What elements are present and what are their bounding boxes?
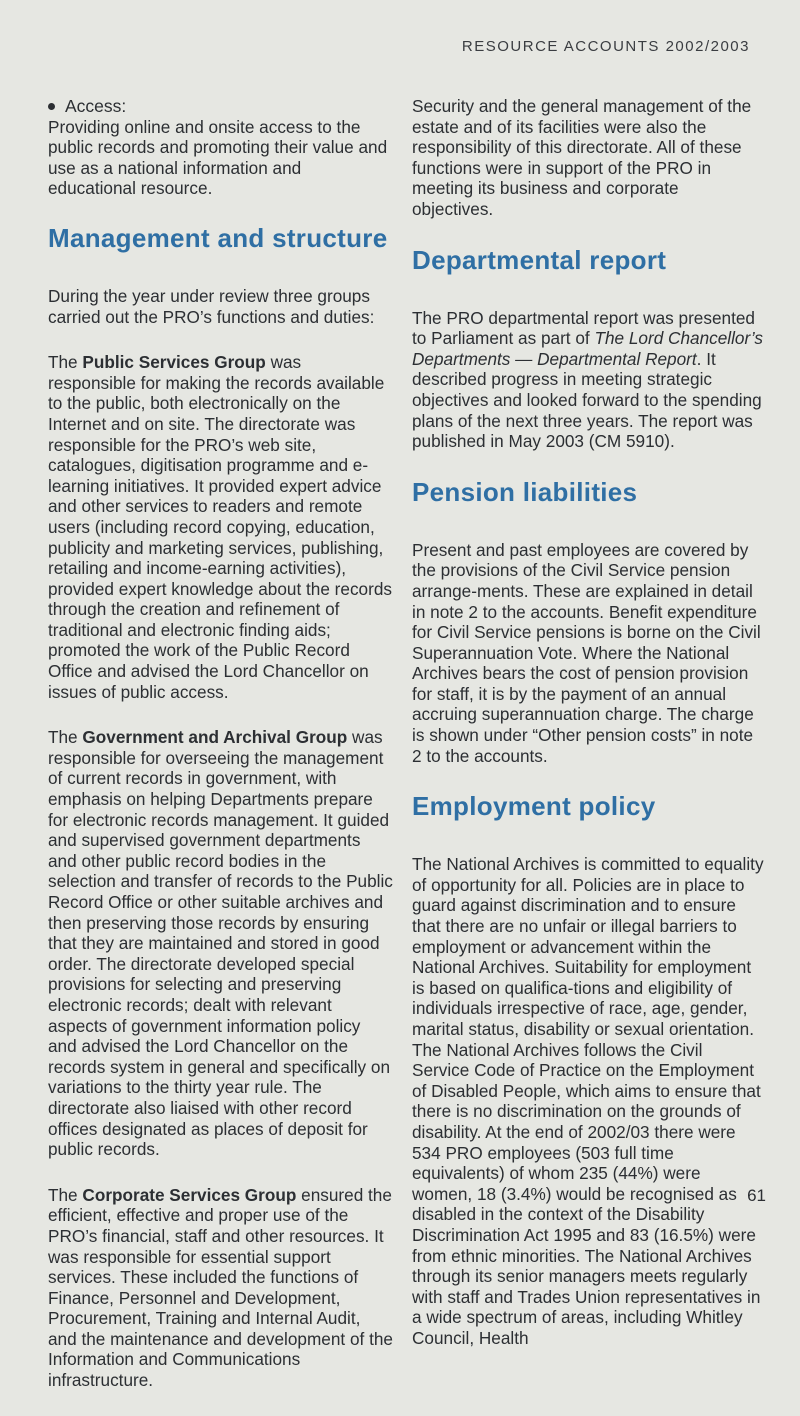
bullet-title: Access: [65,96,127,116]
government-archival-pre: The [48,727,83,748]
bullet-dot-icon [48,103,55,110]
bullet-text: Providing online and onsite access to the public records and promoting their value and use as a national information and educational resource. [48,116,388,199]
corporate-services-pre: The [48,1184,83,1205]
departmental-pre: The PRO departmental report was presented to Parliament as part of [412,307,755,349]
corporate-services-text: ensured the efficient, effective and proper use of the PRO’s financial, staff and other resources. It was responsible for essential support services. These included the functions of Finance, Personnel and Development, Procurement, Training and Internal Audit, and the maintenance and development of the Information and Communications infrastructure. [48,1184,393,1391]
pension-heading: Pension liabilities [412,476,638,507]
intro-paragraph: During the year under review three groups carried out the PRO’s functions and duties: [48,285,375,327]
departmental-post: . It described progress in meeting strategic objectives and looked forward to the spending plans of the next three years. The report was published in May 2003 (CM 5910). [412,348,762,452]
public-services-text: was responsible for making the records available to the public, both electronically on the Internet and on site. The directorate was responsible for the PRO’s web site, catalogues, digitisation programme and e-learning initiatives. It provided expert advice and other services to readers and remote users (including record copying, education, publicity and marketing services, publishing, retailing and income-earning activities), provided expert knowledge about the records through the creation and refinement of traditional and electronic finding aids; promoted the work of the Public Record Office and advised the Lord Chancellor on issues of public access. [48,352,392,702]
public-services-group-name: Public Services Group [82,352,266,373]
departmental-heading: Departmental report [412,244,667,275]
employment-paragraph: The National Archives is committed to equality of opportunity for all. Policies are in place to guard against discrimination and to ensure that there are no unfair or illegal barriers to employment or advancement within the National Archives. Suitability for employment is based on qualifica-tions and eligibility of individuals irrespective of race, age, gender, marital status, disability or sexual orientation. The National Archives follows the Civil Service Code of Practice on the Employment of Disabled People, which aims to ensure that there is no discrimination on the grounds of disability. At the end of 2002/03 there were 534 PRO employees (503 full time equivalents) of whom 235 (44%) were women, 18 (3.4%) would be recognised as disabled in the context of the Disability Discrimination Act 1995 and 83 (16.5%) were from ethnic minorities. The National Archives through its senior managers meets regularly with staff and Trades Union representatives in a wide spectrum of areas, including Whitley Council, Health [412,854,764,1348]
management-heading: Management and structure [48,222,388,253]
access-bullet [48,96,393,199]
corporate-services-group-name: Corporate Services Group [82,1184,297,1205]
public-services-pre: The [48,352,83,373]
security-paragraph: Security and the general management of the estate and of its facilities were also the responsibility of this directorate. All of these functions were in support of the PRO in meeting its business and corporate objectives. [412,96,752,219]
page-number: 61 [747,1186,766,1205]
departmental-paragraph [412,308,764,452]
employment-heading: Employment policy [412,791,656,822]
public-services-paragraph [48,352,393,702]
government-archival-paragraph [48,727,393,1159]
pension-paragraph: Present and past employees are covered by the provisions of the Civil Service pension arrange-ments. These are explained in detail in note 2 to the accounts. Benefit expenditure for Civil Service pensions is borne on the Civil Superannuation Vote. Where the National Archives bears the cost of pension provision for staff, it is by the payment of an annual accruing superannuation charge. The charge is shown under “Other pension costs” in note 2 to the accounts. [412,539,761,766]
departmental-report-title: The Lord Chancellor’s Departments — Departmental Report [412,328,763,369]
right-column [412,96,764,1374]
left-column [48,96,393,1416]
running-head: RESOURCE ACCOUNTS 2002/2003 [461,38,750,55]
government-archival-text: was responsible for overseeing the management of current records in government, with emphasis on helping Departments prepare for electronic records management. It guided and supervised government departments and other public record bodies in the selection and transfer of records to the Public Record Office or other suitable archives and then preserving those records by ensuring that they are maintained and stored in good order. The directorate developed special provisions for selecting and preserving electronic records; dealt with relevant aspects of government information policy and advised the Lord Chancellor on the records system in general and specifically on variations to the thirty year rule. The directorate also liaised with other record offices designated as places of deposit for public records. [48,727,393,1160]
government-archival-group-name: Government and Archival Group [82,727,348,748]
